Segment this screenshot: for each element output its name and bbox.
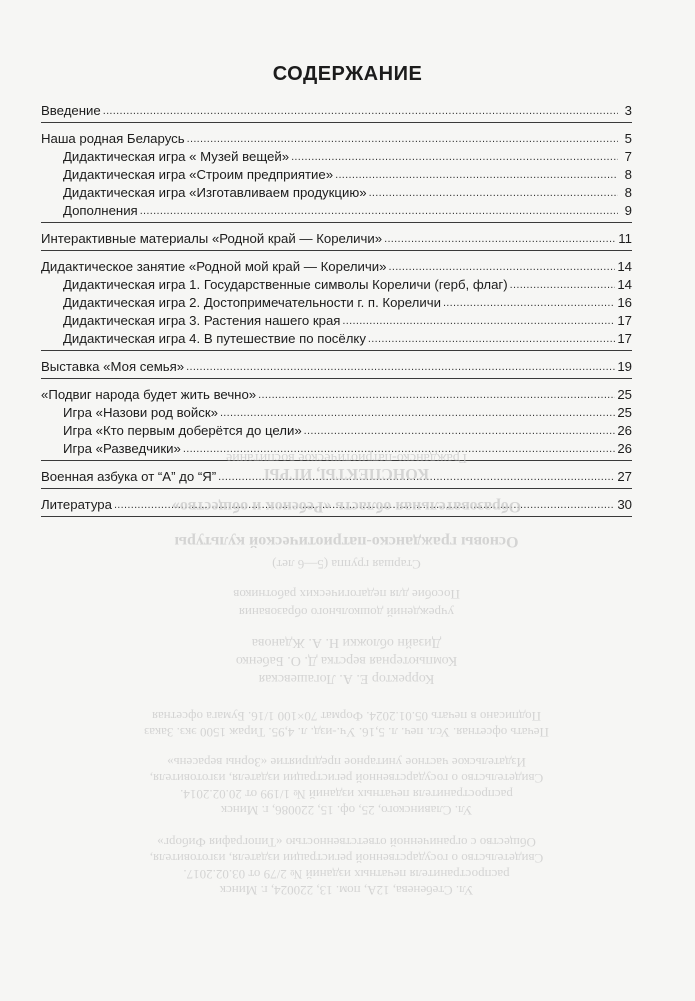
imprint-line: Пособие для педагогических работников: [233, 587, 460, 602]
imprint-line: Ул. Славинского, 25, оф. 15, 220086, г. Минск: [220, 803, 473, 818]
toc-page-number: 9: [624, 203, 632, 218]
toc-section: [41, 102, 632, 123]
toc-entry-title: Дидактическая игра « Музей вещей»: [63, 149, 290, 164]
imprint-line: КОНСПЕКТЫ, ИГРЫ: [264, 465, 429, 482]
toc-section: [41, 258, 632, 351]
imprint-line: Гражданско-патриотическое воспитание: [226, 450, 468, 465]
imprint-line: Ул. Стебенева, 12А, пом. 13, 220024, г. Минск: [219, 883, 474, 898]
toc-subentry: [41, 166, 632, 184]
dot-leader: [140, 202, 618, 220]
toc-page-number: 17: [617, 313, 632, 328]
toc-entry-title: Дидактическая игра «Строим предприятие»: [63, 167, 334, 182]
toc-entry: [41, 358, 632, 376]
toc-entry-title: Игра «Назови род войск»: [63, 405, 218, 420]
reverse-side-bleed-through: [0, 400, 694, 920]
toc-page-number: 26: [617, 441, 632, 456]
imprint-line: Корректор Е. А. Логашевская: [258, 671, 435, 686]
toc-entry-title: Военная азбука от “А” до “Я”: [41, 469, 217, 484]
toc-entry-title: «Подвиг народа будет жить вечно»: [41, 387, 257, 402]
toc-page-number: 30: [617, 497, 632, 512]
toc-entry-title: Дидактическая игра 3. Растения нашего края: [63, 313, 341, 328]
section-divider: [41, 350, 632, 351]
imprint-line: учреждений дошкольного образования: [238, 605, 455, 620]
toc-page-number: 14: [617, 259, 632, 274]
toc-entry: [41, 230, 632, 248]
toc-subentry: [41, 312, 632, 330]
dot-leader: [384, 230, 616, 248]
imprint-line: Общество с ограниченной ответственностью «Типография Фиборг»: [157, 835, 536, 850]
imprint-line: распространителя печатных изданий № 2/79 от 03.02.2017.: [183, 867, 510, 882]
imprint-line: Издательское частное унитарное предприятие «Зорны верасень»: [167, 755, 526, 770]
toc-entry-title: Дидактическая игра «Изготавливаем продукцию»: [63, 185, 367, 200]
toc-subentry: [41, 184, 632, 202]
toc-subentry: [41, 294, 632, 312]
dot-leader: [187, 130, 618, 148]
toc-page-number: 16: [617, 295, 632, 310]
toc-entry-title: Дидактическое занятие «Родной мой край — Кореличи»: [41, 259, 387, 274]
toc-entry-title: Выставка «Моя семья»: [41, 359, 185, 374]
toc-subentry: [41, 276, 632, 294]
dot-leader: [369, 184, 618, 202]
toc-page-number: 25: [617, 387, 632, 402]
dot-leader: [510, 276, 616, 294]
toc-entry-title: Литература: [41, 497, 112, 512]
section-divider: [41, 250, 632, 251]
toc-entry: [41, 102, 632, 120]
imprint-line: Печать офсетная. Усл. печ. л. 5,16. Уч.-изд. л. 4,95. Тираж 1500 экз. Заказ: [144, 725, 549, 740]
toc-subentry: [41, 330, 632, 348]
toc-entry-title: Дидактическая игра 2. Достопримечательности г. п. Кореличи: [63, 295, 441, 310]
toc-section: [41, 130, 632, 223]
toc-page-number: 19: [617, 359, 632, 374]
toc-page-number: 27: [617, 469, 632, 484]
section-divider: [41, 378, 632, 379]
imprint-line: Свидетельство о государственной регистрации издателя, изготовителя,: [149, 851, 544, 866]
toc-page-number: 25: [617, 405, 632, 420]
toc-page-number: 26: [617, 423, 632, 438]
imprint-line: распространителя печатных изданий № 1/199 от 20.02.2014.: [180, 787, 513, 802]
toc-subentry: [41, 202, 632, 220]
imprint-line: Подписано в печать 05.01.2024. Формат 70×100 1/16. Бумага офсетная: [151, 709, 542, 724]
toc-section: [41, 358, 632, 379]
toc-entry-title: Наша родная Беларусь: [41, 131, 185, 146]
imprint-line: Компьютерная верстка Д. О. Бабенко: [235, 653, 458, 668]
dot-leader: [103, 102, 618, 120]
dot-leader: [335, 166, 618, 184]
toc-page-number: 3: [624, 103, 632, 118]
dot-leader: [443, 294, 615, 312]
toc-section: [41, 230, 632, 251]
toc-entry-title: Дополнения: [63, 203, 138, 218]
toc-entry-title: Дидактическая игра 1. Государственные символы Кореличи (герб, флаг): [63, 277, 508, 292]
imprint-line: Свидетельство о государственной регистрации издателя, изготовителя,: [149, 771, 544, 786]
dot-leader: [388, 258, 615, 276]
toc-page-number: 11: [618, 231, 632, 246]
imprint-line: Старшая группа (5—6 лет): [272, 557, 421, 572]
section-divider: [41, 122, 632, 123]
section-divider: [41, 222, 632, 223]
toc-entry-title: Игра «Кто первым доберётся до цели»: [63, 423, 302, 438]
toc-page-number: 8: [624, 185, 632, 200]
dot-leader: [291, 148, 618, 166]
dot-leader: [368, 330, 615, 348]
toc-page-number: 5: [624, 131, 632, 146]
toc-page-number: 14: [617, 277, 632, 292]
toc-entry: [41, 130, 632, 148]
dot-leader: [342, 312, 615, 330]
dot-leader: [186, 358, 615, 376]
toc-entry-title: Игра «Разведчики»: [63, 441, 181, 456]
page-title: СОДЕРЖАНИЕ: [272, 63, 423, 85]
toc-entry-title: Дидактическая игра 4. В путешествие по посёлку: [63, 331, 366, 346]
toc-page-number: 7: [624, 149, 632, 164]
toc-page-number: 8: [624, 167, 632, 182]
toc-page-number: 17: [617, 331, 632, 346]
toc-entry-title: Введение: [41, 103, 101, 118]
imprint-line: Основы гражданско-патриотической культуры: [174, 533, 519, 550]
toc-subentry: [41, 148, 632, 166]
imprint-line: Дизайн обложки Н. А. Жданова: [251, 635, 442, 650]
imprint-line: Образовательная область «Ребенок и общество»: [171, 498, 522, 515]
toc-entry-title: Интерактивные материалы «Родной край — Кореличи»: [41, 231, 383, 246]
toc-entry: [41, 258, 632, 276]
